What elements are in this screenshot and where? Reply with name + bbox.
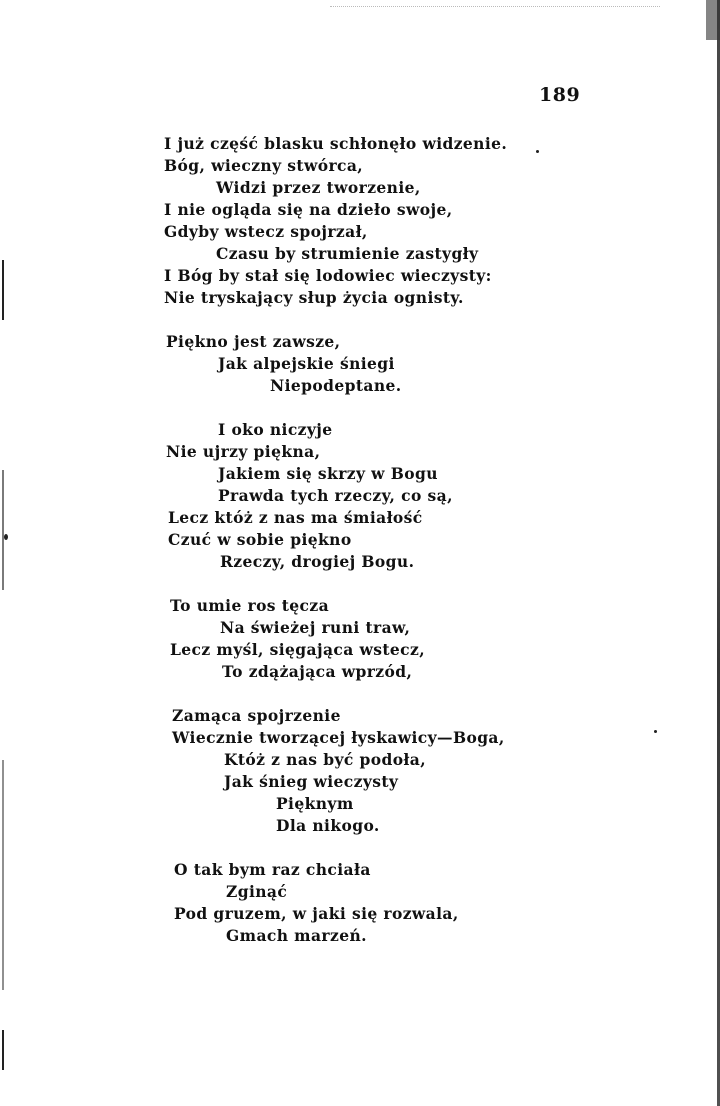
poem-line: Któż z nas być podoła, bbox=[224, 750, 427, 769]
scan-speck bbox=[536, 150, 539, 153]
poem-line: To umie ros tęcza bbox=[170, 596, 330, 615]
poem-line: Czasu by strumienie zastygły bbox=[216, 244, 479, 263]
poem-line: Lecz myśl, sięgająca wstecz, bbox=[170, 640, 426, 659]
poem-line: Zginąć bbox=[226, 882, 288, 901]
poem-line: Pod gruzem, w jaki się rozwala, bbox=[174, 904, 459, 923]
poem-line: Bóg, wieczny stwórca, bbox=[164, 156, 364, 175]
poem-line: Gdyby wstecz spojrzał, bbox=[164, 222, 368, 241]
scan-speck bbox=[4, 534, 8, 540]
poem-line: Zamąca spojrzenie bbox=[172, 706, 341, 725]
poem-line: Dla nikogo. bbox=[276, 816, 380, 835]
poem-line: Piękno jest zawsze, bbox=[166, 332, 341, 351]
poem-line: Wiecznie tworzącej łyskawicy—Boga, bbox=[172, 728, 505, 747]
poem-line: Jak alpejskie śniegi bbox=[218, 354, 395, 373]
page-number: 189 bbox=[539, 84, 581, 106]
poem-line: Nie ujrzy piękna, bbox=[166, 442, 321, 461]
poem-line: To zdążająca wprzód, bbox=[222, 662, 413, 681]
poem-line: Lecz któż z nas ma śmiałość bbox=[168, 508, 423, 527]
scan-dots bbox=[330, 6, 660, 8]
poem-line: I oko niczyje bbox=[218, 420, 333, 439]
poem-line: Nie tryskający słup życia ognisty. bbox=[164, 288, 464, 307]
poem-line: I już część blasku schłonęło widzenie. bbox=[164, 134, 508, 153]
poem-line: Na świeżej runi traw, bbox=[220, 618, 411, 637]
poem-line: I Bóg by stał się lodowiec wieczysty: bbox=[164, 266, 492, 285]
poem-line: Niepodeptane. bbox=[270, 376, 402, 395]
scan-margin-mark bbox=[2, 1030, 4, 1070]
scan-edge-corner bbox=[706, 0, 720, 40]
poem-line: Jak śnieg wieczysty bbox=[224, 772, 399, 791]
poem-line: Jakiem się skrzy w Bogu bbox=[218, 464, 438, 483]
poem-line: Pięknym bbox=[276, 794, 354, 813]
scan-margin-mark bbox=[2, 760, 4, 990]
scan-margin-mark bbox=[2, 260, 4, 320]
poem-line: Czuć w sobie piękno bbox=[168, 530, 352, 549]
poem-line: Widzi przez tworzenie, bbox=[216, 178, 421, 197]
poem-line: Gmach marzeń. bbox=[226, 926, 367, 945]
poem-line: Rzeczy, drogiej Bogu. bbox=[220, 552, 415, 571]
poem-line: Prawda tych rzeczy, co są, bbox=[218, 486, 453, 505]
poem-line: I nie ogląda się na dzieło swoje, bbox=[164, 200, 453, 219]
scan-speck bbox=[654, 730, 657, 733]
scan-margin-mark bbox=[2, 470, 4, 590]
poem-line: O tak bym raz chciała bbox=[174, 860, 371, 879]
